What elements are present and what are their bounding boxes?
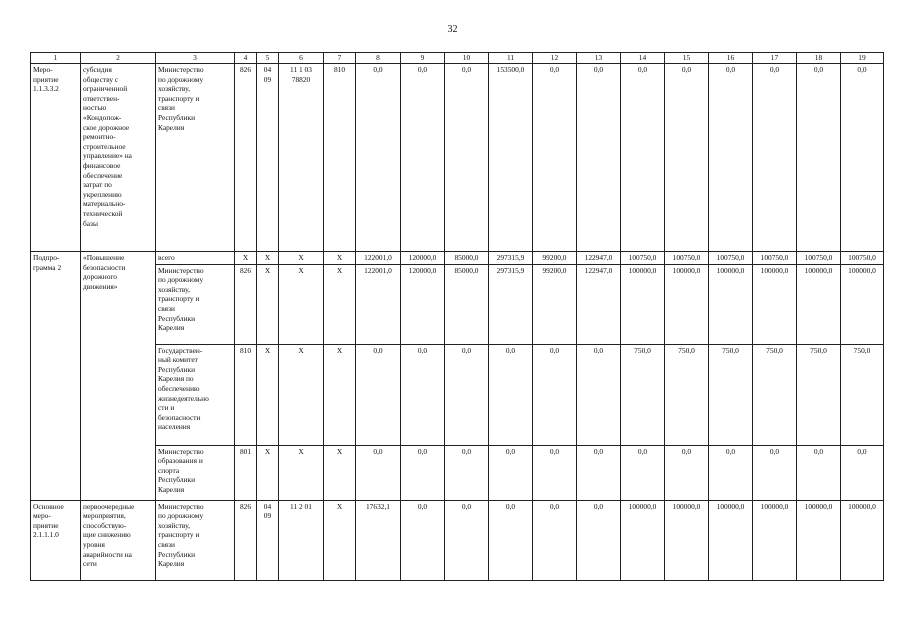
column-header: 15 bbox=[665, 53, 709, 64]
value-cell: 100000,0 bbox=[797, 500, 841, 580]
value-cell: 750,0 bbox=[797, 344, 841, 445]
value-cell: 04 09 bbox=[257, 64, 279, 252]
value-cell: 0,0 bbox=[709, 64, 753, 252]
value-cell: X bbox=[257, 252, 279, 265]
value-cell: 297315,9 bbox=[489, 264, 533, 344]
budget-table bbox=[30, 52, 884, 581]
value-cell: 0,0 bbox=[665, 445, 709, 500]
value-cell: 826 bbox=[235, 264, 257, 344]
table-row bbox=[31, 344, 884, 445]
measure-description-cell: первоочередные мероприятия, способствую- щие снижению уровня аварийности на сети bbox=[81, 500, 156, 580]
value-cell: 100750,0 bbox=[709, 252, 753, 265]
column-header: 10 bbox=[445, 53, 489, 64]
value-cell: 0,0 bbox=[401, 445, 445, 500]
value-cell: 100000,0 bbox=[621, 500, 665, 580]
column-header: 9 bbox=[401, 53, 445, 64]
column-header: 13 bbox=[577, 53, 621, 64]
value-cell: 99200,0 bbox=[533, 264, 577, 344]
executor-cell: всего bbox=[156, 252, 235, 265]
column-header: 8 bbox=[356, 53, 401, 64]
value-cell: 750,0 bbox=[665, 344, 709, 445]
value-cell: 100000,0 bbox=[709, 500, 753, 580]
value-cell: 0,0 bbox=[533, 64, 577, 252]
subprogram-code-cell: Подпро- грамма 2 bbox=[31, 252, 81, 501]
value-cell: 100000,0 bbox=[797, 264, 841, 344]
table-row bbox=[31, 252, 884, 265]
value-cell: 0,0 bbox=[621, 445, 665, 500]
value-cell: 0,0 bbox=[445, 445, 489, 500]
value-cell: 100000,0 bbox=[621, 264, 665, 344]
value-cell: 0,0 bbox=[533, 344, 577, 445]
column-number-header-row bbox=[31, 53, 884, 64]
value-cell: 100000,0 bbox=[753, 500, 797, 580]
value-cell: 0,0 bbox=[841, 64, 884, 252]
value-cell: 0,0 bbox=[401, 64, 445, 252]
value-cell: 0,0 bbox=[577, 344, 621, 445]
value-cell: 0,0 bbox=[356, 344, 401, 445]
value-cell: 100750,0 bbox=[621, 252, 665, 265]
value-cell: 100000,0 bbox=[753, 264, 797, 344]
value-cell: 100000,0 bbox=[841, 264, 884, 344]
value-cell: 0,0 bbox=[445, 64, 489, 252]
value-cell: 0,0 bbox=[841, 445, 884, 500]
value-cell: 0,0 bbox=[753, 445, 797, 500]
value-cell: 85000,0 bbox=[445, 252, 489, 265]
value-cell: 801 bbox=[235, 445, 257, 500]
value-cell: 153500,0 bbox=[489, 64, 533, 252]
value-cell: 11 1 03 78820 bbox=[279, 64, 324, 252]
column-header: 11 bbox=[489, 53, 533, 64]
value-cell: 100000,0 bbox=[665, 264, 709, 344]
column-header: 1 bbox=[31, 53, 81, 64]
value-cell: X bbox=[324, 500, 356, 580]
value-cell: X bbox=[257, 264, 279, 344]
value-cell: X bbox=[324, 264, 356, 344]
value-cell: 85000,0 bbox=[445, 264, 489, 344]
value-cell: 0,0 bbox=[753, 64, 797, 252]
value-cell: 0,0 bbox=[577, 64, 621, 252]
executor-cell: Министерство по дорожному хозяйству, транспорту и связи Республики Карелия bbox=[156, 500, 235, 580]
value-cell: 99200,0 bbox=[533, 252, 577, 265]
value-cell: 100750,0 bbox=[753, 252, 797, 265]
value-cell: X bbox=[324, 445, 356, 500]
value-cell: 122001,0 bbox=[356, 252, 401, 265]
value-cell: 750,0 bbox=[753, 344, 797, 445]
value-cell: X bbox=[324, 344, 356, 445]
column-header: 17 bbox=[753, 53, 797, 64]
column-header: 2 bbox=[81, 53, 156, 64]
column-header: 19 bbox=[841, 53, 884, 64]
value-cell: 17632,1 bbox=[356, 500, 401, 580]
column-header: 5 bbox=[257, 53, 279, 64]
value-cell: 04 09 bbox=[257, 500, 279, 580]
value-cell: 11 2 01 bbox=[279, 500, 324, 580]
table-row bbox=[31, 500, 884, 580]
value-cell: 0,0 bbox=[533, 445, 577, 500]
executor-cell: Министерство по дорожному хозяйству, транспорту и связи Республики Карелия bbox=[156, 64, 235, 252]
value-cell: 100000,0 bbox=[709, 264, 753, 344]
executor-cell: Министерство образования и спорта Республики Карелия bbox=[156, 445, 235, 500]
value-cell: 122947,0 bbox=[577, 264, 621, 344]
value-cell: 0,0 bbox=[401, 344, 445, 445]
column-header: 7 bbox=[324, 53, 356, 64]
value-cell: 0,0 bbox=[489, 344, 533, 445]
column-header: 14 bbox=[621, 53, 665, 64]
table-row bbox=[31, 64, 884, 252]
table-row bbox=[31, 264, 884, 344]
value-cell: 0,0 bbox=[489, 445, 533, 500]
subprogram-description-cell: «Повышение безопасности дорожного движения» bbox=[81, 252, 156, 501]
table-row bbox=[31, 445, 884, 500]
value-cell: X bbox=[279, 445, 324, 500]
value-cell: 120000,0 bbox=[401, 252, 445, 265]
value-cell: X bbox=[257, 445, 279, 500]
value-cell: 100750,0 bbox=[665, 252, 709, 265]
value-cell: 0,0 bbox=[797, 64, 841, 252]
value-cell: 826 bbox=[235, 500, 257, 580]
value-cell: 750,0 bbox=[841, 344, 884, 445]
value-cell: 0,0 bbox=[401, 500, 445, 580]
value-cell: 0,0 bbox=[797, 445, 841, 500]
value-cell: 0,0 bbox=[445, 500, 489, 580]
value-cell: 0,0 bbox=[577, 445, 621, 500]
column-header: 3 bbox=[156, 53, 235, 64]
measure-code-cell: Основное меро- приятие 2.1.1.1.0 bbox=[31, 500, 81, 580]
value-cell: 0,0 bbox=[577, 500, 621, 580]
value-cell: 0,0 bbox=[445, 344, 489, 445]
value-cell: 0,0 bbox=[356, 64, 401, 252]
value-cell: 0,0 bbox=[533, 500, 577, 580]
column-header: 16 bbox=[709, 53, 753, 64]
value-cell: X bbox=[279, 252, 324, 265]
measure-description-cell: субсидия обществу с ограниченной ответствен- ностью «Кондопож- ское дорожное ремонтно- строительное управление» на финансовое обеспечение затрат по укреплению материально- технической базы bbox=[81, 64, 156, 252]
value-cell: 810 bbox=[324, 64, 356, 252]
value-cell: 100000,0 bbox=[841, 500, 884, 580]
column-header: 6 bbox=[279, 53, 324, 64]
value-cell: 100750,0 bbox=[797, 252, 841, 265]
value-cell: 0,0 bbox=[621, 64, 665, 252]
value-cell: 0,0 bbox=[356, 445, 401, 500]
value-cell: X bbox=[235, 252, 257, 265]
value-cell: 810 bbox=[235, 344, 257, 445]
value-cell: 100750,0 bbox=[841, 252, 884, 265]
executor-cell: Государствен- ный комитет Республики Карелия по обеспечению жизнедеятельно сти и безопасности населения bbox=[156, 344, 235, 445]
value-cell: 122947,0 bbox=[577, 252, 621, 265]
value-cell: 297315,9 bbox=[489, 252, 533, 265]
value-cell: X bbox=[279, 264, 324, 344]
value-cell: X bbox=[324, 252, 356, 265]
value-cell: 120000,0 bbox=[401, 264, 445, 344]
value-cell: 750,0 bbox=[709, 344, 753, 445]
column-header: 12 bbox=[533, 53, 577, 64]
measure-code-cell: Меро- приятие 1.1.3.3.2 bbox=[31, 64, 81, 252]
column-header: 18 bbox=[797, 53, 841, 64]
value-cell: 826 bbox=[235, 64, 257, 252]
value-cell: 0,0 bbox=[665, 64, 709, 252]
value-cell: X bbox=[279, 344, 324, 445]
value-cell: X bbox=[257, 344, 279, 445]
page-number: 32 bbox=[447, 24, 458, 35]
executor-cell: Министерство по дорожному хозяйству, транспорту и связи Республики Карелия bbox=[156, 264, 235, 344]
value-cell: 750,0 bbox=[621, 344, 665, 445]
value-cell: 100000,0 bbox=[665, 500, 709, 580]
column-header: 4 bbox=[235, 53, 257, 64]
value-cell: 0,0 bbox=[709, 445, 753, 500]
value-cell: 0,0 bbox=[489, 500, 533, 580]
value-cell: 122001,0 bbox=[356, 264, 401, 344]
